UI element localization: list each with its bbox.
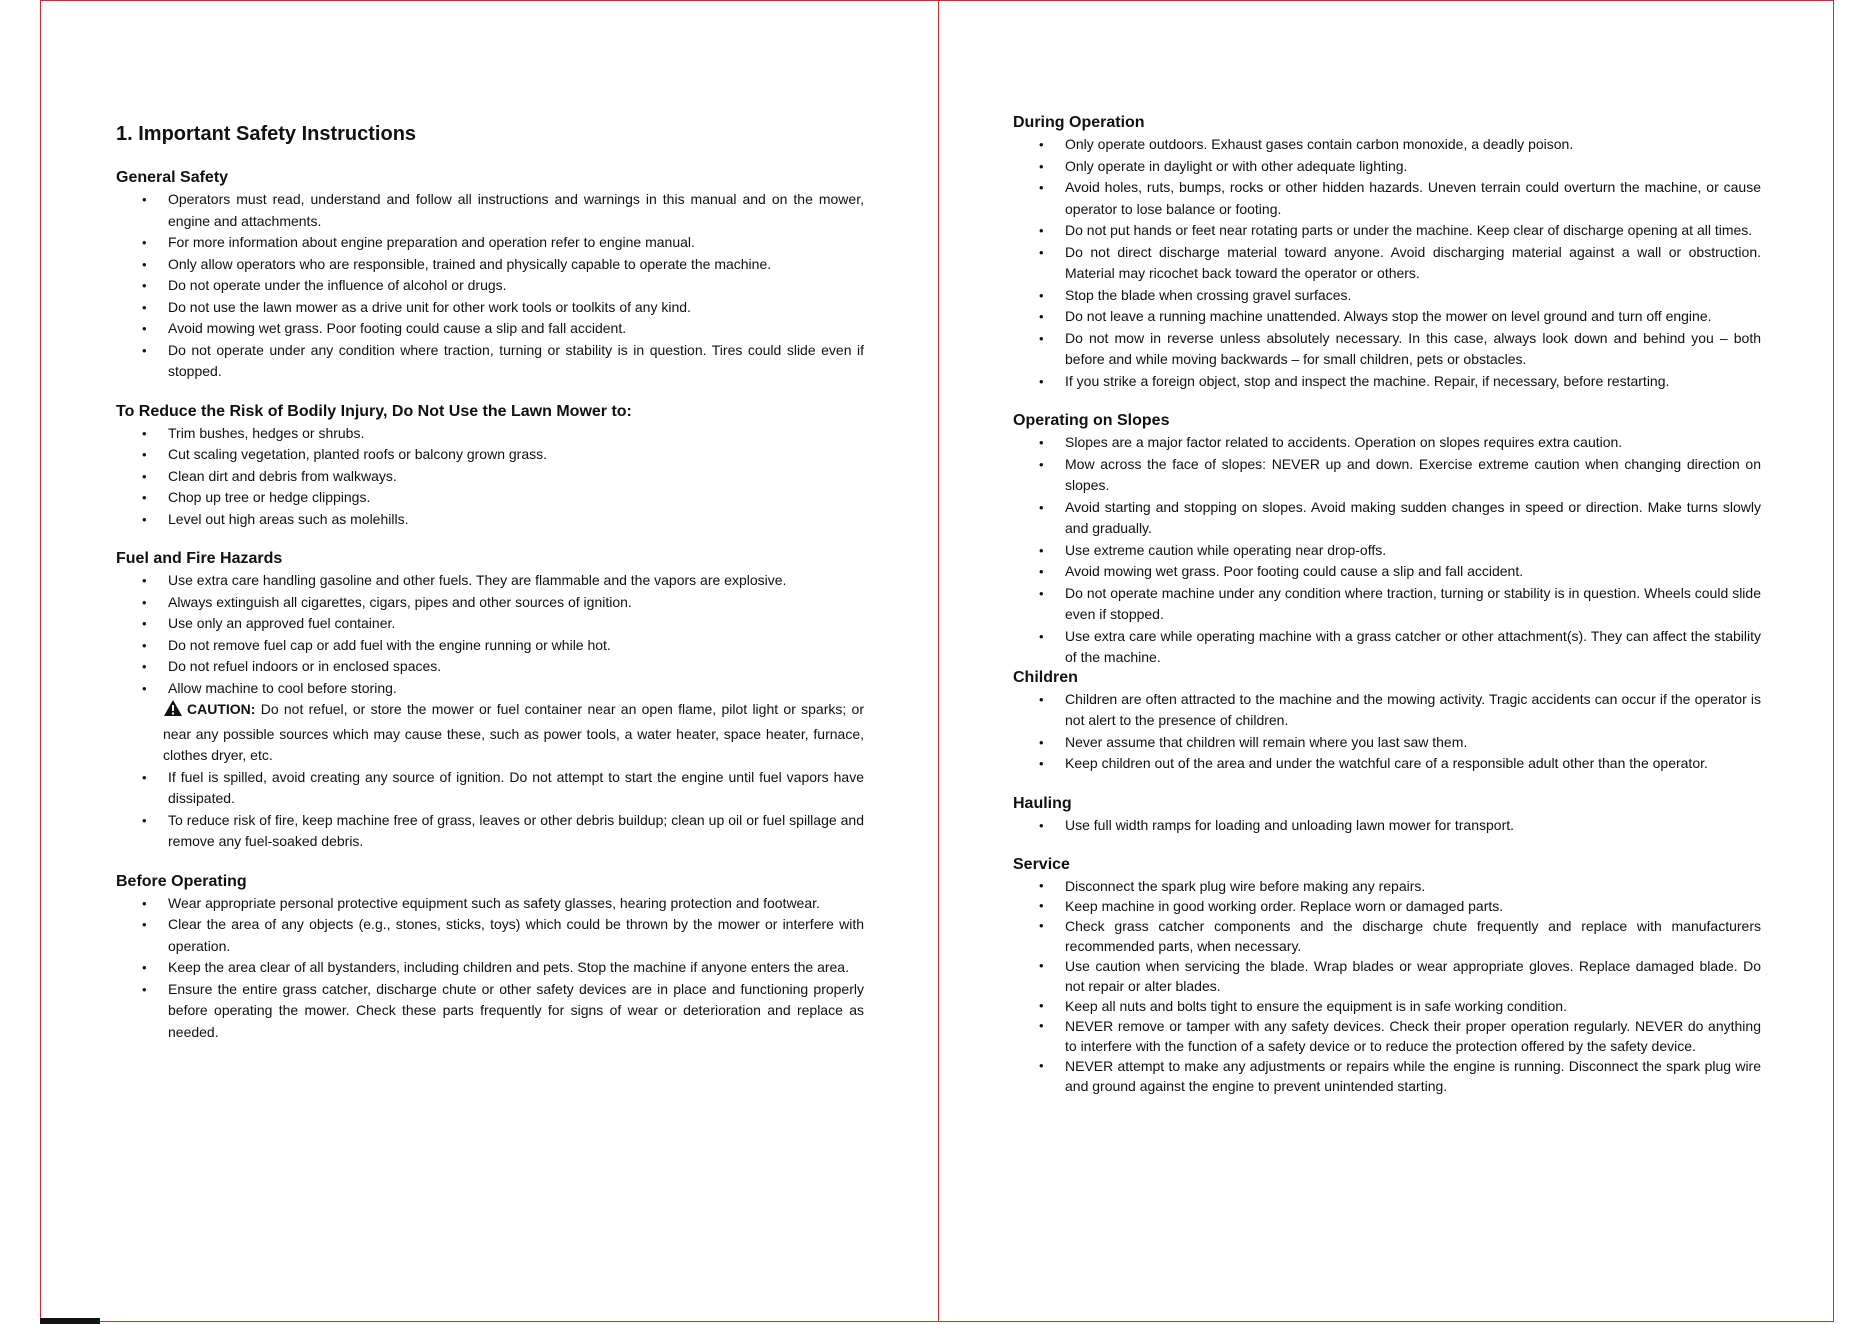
warning-icon bbox=[163, 699, 183, 724]
list-item: • Do not operate under the influence of alcohol or drugs. bbox=[168, 275, 864, 297]
list-item: • Avoid mowing wet grass. Poor footing could cause a slip and fall accident. bbox=[168, 318, 864, 340]
section-heading: Children bbox=[1013, 668, 1078, 686]
list-item: • If you strike a foreign object, stop and inspect the machine. Repair, if necessary, before restarting. bbox=[1065, 371, 1761, 393]
caution-label: CAUTION: bbox=[187, 701, 256, 717]
list-item: • Do not operate machine under any condition where traction, turning or stability is in question. Wheels could slide even if stopped. bbox=[1065, 583, 1761, 626]
bullet-list bbox=[1013, 134, 1761, 392]
list-item: • Slopes are a major factor related to accidents. Operation on slopes requires extra caution. bbox=[1065, 432, 1761, 454]
section-before-operating bbox=[116, 873, 864, 1044]
section-heading: Operating on Slopes bbox=[1013, 412, 1170, 429]
list-item: • For more information about engine preparation and operation refer to engine manual. bbox=[168, 232, 864, 254]
page-title: 1. Important Safety Instructions bbox=[116, 123, 417, 145]
list-item: • Clear the area of any objects (e.g., stones, sticks, toys) which could be thrown by the mower or interfere with operation. bbox=[168, 914, 864, 957]
section-reduce-risk bbox=[116, 403, 864, 531]
list-item: • Wear appropriate personal protective equipment such as safety glasses, hearing protection and footwear. bbox=[168, 893, 864, 915]
list-item: • To reduce risk of fire, keep machine free of grass, leaves or other debris buildup; clean up oil or fuel spillage and remove any fuel-soaked debris. bbox=[168, 810, 864, 853]
section-slopes bbox=[1013, 412, 1761, 669]
list-item: • Chop up tree or hedge clippings. bbox=[168, 487, 864, 509]
section-hauling bbox=[1013, 795, 1761, 837]
list-item: • Do not operate under any condition where traction, turning or stability is in question. Tires could slide even if stopped. bbox=[168, 340, 864, 383]
bullet-list bbox=[116, 893, 864, 1044]
bullet-list bbox=[1013, 689, 1761, 775]
section-general-safety bbox=[116, 169, 864, 383]
section-heading: To Reduce the Risk of Bodily Injury, Do Not Use the Lawn Mower to: bbox=[116, 402, 632, 420]
section-children bbox=[1013, 669, 1761, 775]
list-item: • Level out high areas such as molehills. bbox=[168, 509, 864, 531]
list-item: • Only operate outdoors. Exhaust gases contain carbon monoxide, a deadly poison. bbox=[1065, 134, 1761, 156]
list-item: • Use extreme caution while operating near drop-offs. bbox=[1065, 540, 1761, 562]
section-heading: During Operation bbox=[1013, 114, 1145, 131]
list-item: • Do not leave a running machine unattended. Always stop the mower on level ground and turn off engine. bbox=[1065, 306, 1761, 328]
list-item: • NEVER remove or tamper with any safety devices. Check their proper operation regularly. NEVER do anything to interfere with the function of a safety device or to reduce the protection offered by the safety device. bbox=[1065, 1016, 1761, 1056]
section-heading: Hauling bbox=[1013, 794, 1072, 812]
bullet-list bbox=[116, 423, 864, 531]
list-item: • Keep the area clear of all bystanders, including children and pets. Stop the machine if anyone enters the area. bbox=[168, 957, 864, 979]
list-item: • Operators must read, understand and follow all instructions and warnings in this manual and on the mower, engine and attachments. bbox=[168, 189, 864, 232]
left-page bbox=[116, 123, 864, 1063]
list-item: • Keep children out of the area and under the watchful care of a responsible adult other than the operator. bbox=[1065, 753, 1761, 775]
section-service bbox=[1013, 856, 1761, 1096]
section-heading: Before Operating bbox=[116, 872, 247, 890]
list-item: • Do not mow in reverse unless absolutely necessary. In this case, always look down and behind you – both before and while moving backwards – for small children, pets or obstacles. bbox=[1065, 328, 1761, 371]
list-item: • Do not use the lawn mower as a drive unit for other work tools or toolkits of any kind. bbox=[168, 297, 864, 319]
section-heading: General Safety bbox=[116, 169, 229, 186]
list-item: • Keep all nuts and bolts tight to ensure the equipment is in safe working condition. bbox=[1065, 996, 1761, 1016]
list-item: • Ensure the entire grass catcher, discharge chute or other safety devices are in place and functioning properly before operating the mower. Check these parts frequently for signs of wear or deterioration and replace as needed. bbox=[168, 979, 864, 1044]
right-page bbox=[1013, 114, 1761, 1116]
list-item: • Always extinguish all cigarettes, cigars, pipes and other sources of ignition. bbox=[168, 592, 864, 614]
bullet-list bbox=[1013, 432, 1761, 669]
list-item: • Children are often attracted to the machine and the mowing activity. Tragic accidents can occur if the operator is not alert to the presence of children. bbox=[1065, 689, 1761, 732]
list-item: • Do not put hands or feet near rotating parts or under the machine. Keep clear of discharge opening at all times. bbox=[1065, 220, 1761, 242]
section-heading: Fuel and Fire Hazards bbox=[116, 550, 283, 567]
list-item: • Do not direct discharge material toward anyone. Avoid discharging material against a wall or obstruction. Material may ricochet back toward the operator or others. bbox=[1065, 242, 1761, 285]
list-item: • Use full width ramps for loading and unloading lawn mower for transport. bbox=[1065, 815, 1761, 837]
section-heading: Service bbox=[1013, 856, 1070, 873]
crop-mark bbox=[40, 1318, 100, 1324]
list-item: • Avoid mowing wet grass. Poor footing could cause a slip and fall accident. bbox=[1065, 561, 1761, 583]
list-item: • Use only an approved fuel container. bbox=[168, 613, 864, 635]
list-item: • Stop the blade when crossing gravel surfaces. bbox=[1065, 285, 1761, 307]
list-item: • Mow across the face of slopes: NEVER up and down. Exercise extreme caution when changing direction on slopes. bbox=[1065, 454, 1761, 497]
bullet-list bbox=[1013, 815, 1761, 837]
list-item: • NEVER attempt to make any adjustments or repairs while the engine is running. Disconnect the spark plug wire and ground against the engine to prevent unintended starting. bbox=[1065, 1056, 1761, 1096]
bullet-list bbox=[1013, 876, 1761, 1096]
list-item: • Only operate in daylight or with other adequate lighting. bbox=[1065, 156, 1761, 178]
list-item: • Disconnect the spark plug wire before making any repairs. bbox=[1065, 876, 1761, 896]
list-item: • Check grass catcher components and the discharge chute frequently and replace with manufacturers recommended parts, when necessary. bbox=[1065, 916, 1761, 956]
list-item: • Avoid holes, ruts, bumps, rocks or other hidden hazards. Uneven terrain could overturn the machine, or cause operator to lose balance or footing. bbox=[1065, 177, 1761, 220]
list-item: • Use caution when servicing the blade. Wrap blades or wear appropriate gloves. Replace damaged blade. Do not repair or alter blades. bbox=[1065, 956, 1761, 996]
list-item: • Clean dirt and debris from walkways. bbox=[168, 466, 864, 488]
section-during-operation bbox=[1013, 114, 1761, 392]
list-item: • Keep machine in good working order. Replace worn or damaged parts. bbox=[1065, 896, 1761, 916]
list-item: • Do not refuel indoors or in enclosed spaces. bbox=[168, 656, 864, 678]
list-item: • Trim bushes, hedges or shrubs. bbox=[168, 423, 864, 445]
section-fuel-fire bbox=[116, 550, 864, 853]
page-divider bbox=[938, 0, 939, 1322]
caution-note bbox=[116, 699, 864, 767]
list-item: • Do not remove fuel cap or add fuel with the engine running or while hot. bbox=[168, 635, 864, 657]
list-item: • Allow machine to cool before storing. bbox=[168, 678, 864, 700]
list-item: • Use extra care handling gasoline and other fuels. They are flammable and the vapors are explosive. bbox=[168, 570, 864, 592]
list-item: • Never assume that children will remain where you last saw them. bbox=[1065, 732, 1761, 754]
list-item: • Cut scaling vegetation, planted roofs or balcony grown grass. bbox=[168, 444, 864, 466]
list-item: • If fuel is spilled, avoid creating any source of ignition. Do not attempt to start the engine until fuel vapors have dissipated. bbox=[168, 767, 864, 810]
caution-text: Do not refuel, or store the mower or fuel container near an open flame, pilot light or sparks; or near any possible sources which may cause these, such as power tools, a water heater, space heater, furnace, clothes dryer, etc. bbox=[163, 701, 864, 763]
bullet-list bbox=[116, 189, 864, 383]
list-item: • Only allow operators who are responsible, trained and physically capable to operate the machine. bbox=[168, 254, 864, 276]
bullet-list bbox=[116, 767, 864, 853]
list-item: • Use extra care while operating machine with a grass catcher or other attachment(s). They can affect the stability of the machine. bbox=[1065, 626, 1761, 669]
list-item: • Avoid starting and stopping on slopes. Avoid making sudden changes in speed or direction. Make turns slowly and gradually. bbox=[1065, 497, 1761, 540]
bullet-list bbox=[116, 570, 864, 699]
